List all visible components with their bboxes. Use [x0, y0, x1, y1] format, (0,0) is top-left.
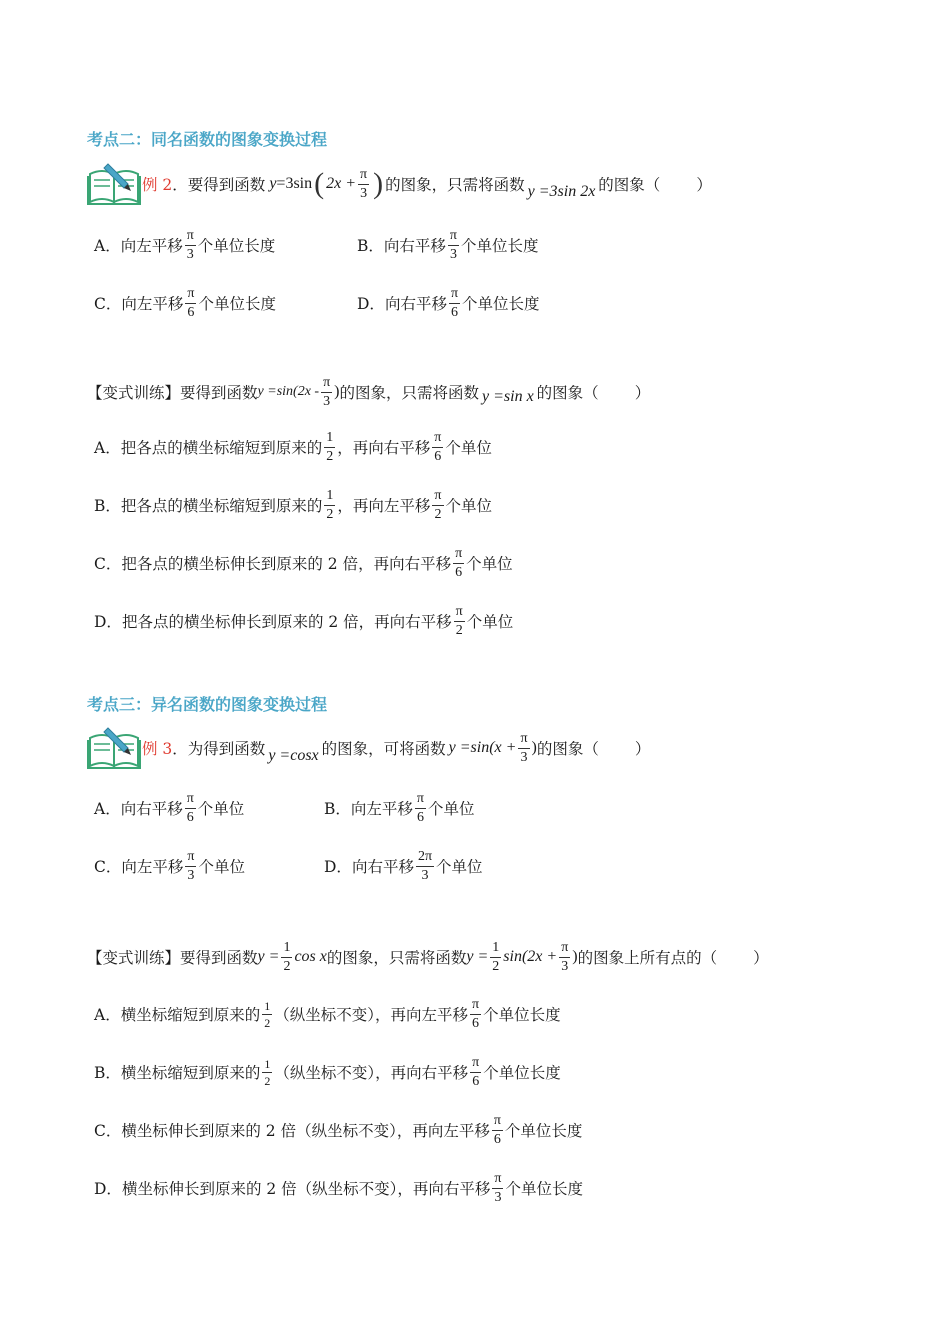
example-3-stem: 例 3 ．为得到函数 y =cosx 的图象，可将函数 y =sin(x + $\frac{\pi}{3}$ ) 的图象（ ） — [142, 730, 651, 765]
variant-tag: 【变式训练】 — [87, 384, 181, 402]
option-d[interactable]: D． 向右平移 $\frac{\pi}{6}$ 个单位长度 — [357, 285, 540, 320]
variant-option-a[interactable]: A． 把各点的横坐标缩短到原来的 $\frac{1}{2}$ ，再向右平移 $\frac{\pi}{6}$ 个单位 — [94, 429, 492, 464]
section-heading-2: 考点二：同名函数的图象变换过程 — [87, 130, 328, 149]
option-c[interactable]: C． 向左平移 $\frac{\pi}{3}$ 个单位 — [94, 848, 245, 883]
example-2-stem: 例 2 ．要得到函数 y =3sin ( 2x + $\frac{\pi}{3}$ ) 的图象，只需将函数 y =3sin 2x 的图象（ ） — [142, 166, 712, 201]
option-a[interactable]: A． 向左平移 $\frac{\pi}{3}$ 个单位长度 — [94, 227, 276, 262]
example-label: 例 2 — [142, 176, 173, 194]
variant-option-b[interactable]: B． 横坐标缩短到原来的 $\frac{1}{2}$ （纵坐标不变），再向右平移 $\frac{\pi}{6}$ 个单位长度 — [94, 1054, 561, 1089]
variant-option-d[interactable]: D． 把各点的横坐标伸长到原来的 2 倍，再向右平移 $\frac{\pi}{2}$ 个单位 — [94, 603, 514, 638]
variant-option-b[interactable]: B． 把各点的横坐标缩短到原来的 $\frac{1}{2}$ ，再向左平移 $\frac{\pi}{2}$ 个单位 — [94, 487, 493, 522]
variant-option-a[interactable]: A． 横坐标缩短到原来的 $\frac{1}{2}$ （纵坐标不变），再向左平移 $\frac{\pi}{6}$ 个单位长度 — [94, 996, 561, 1031]
variant-2-stem: 【变式训练】 要得到函数 y =sin(2x - $\frac{\pi}{3}$ ) 的图象，只需将函数 y =sin x 的图象（ ） — [87, 374, 651, 409]
variant-3-stem: 【变式训练】 要得到函数 y = $\frac{1}{2}$ cos x 的图象，只需将函数 y = $\frac{1}{2}$ sin(2x + $\frac{\pi}{3}$ ) 的图象上所有点的（ ） — [87, 939, 769, 974]
option-c[interactable]: C． 向左平移 $\frac{\pi}{6}$ 个单位长度 — [94, 285, 276, 320]
option-b[interactable]: B． 向右平移 $\frac{\pi}{3}$ 个单位长度 — [357, 227, 539, 262]
variant-option-c[interactable]: C． 把各点的横坐标伸长到原来的 2 倍，再向右平移 $\frac{\pi}{6}$ 个单位 — [94, 545, 513, 580]
fraction: $\frac{\pi}{3}$ — [360, 166, 368, 201]
variant-tag: 【变式训练】 — [87, 949, 181, 967]
example-label: 例 3 — [142, 740, 173, 758]
book-icon — [86, 724, 142, 770]
book-icon — [86, 160, 142, 206]
option-d[interactable]: D． 向右平移 $\frac{2\pi}{3}$ 个单位 — [324, 848, 483, 883]
variant-option-c[interactable]: C． 横坐标伸长到原来的 2 倍（纵坐标不变），再向左平移 $\frac{\pi}{6}$ 个单位长度 — [94, 1112, 583, 1147]
option-a[interactable]: A． 向右平移 $\frac{\pi}{6}$ 个单位 — [94, 790, 245, 825]
variant-option-d[interactable]: D． 横坐标伸长到原来的 2 倍（纵坐标不变），再向右平移 $\frac{\pi}{3}$ 个单位长度 — [94, 1170, 583, 1205]
option-b[interactable]: B． 向左平移 $\frac{\pi}{6}$ 个单位 — [324, 790, 475, 825]
section-heading-3: 考点三：异名函数的图象变换过程 — [87, 695, 328, 714]
